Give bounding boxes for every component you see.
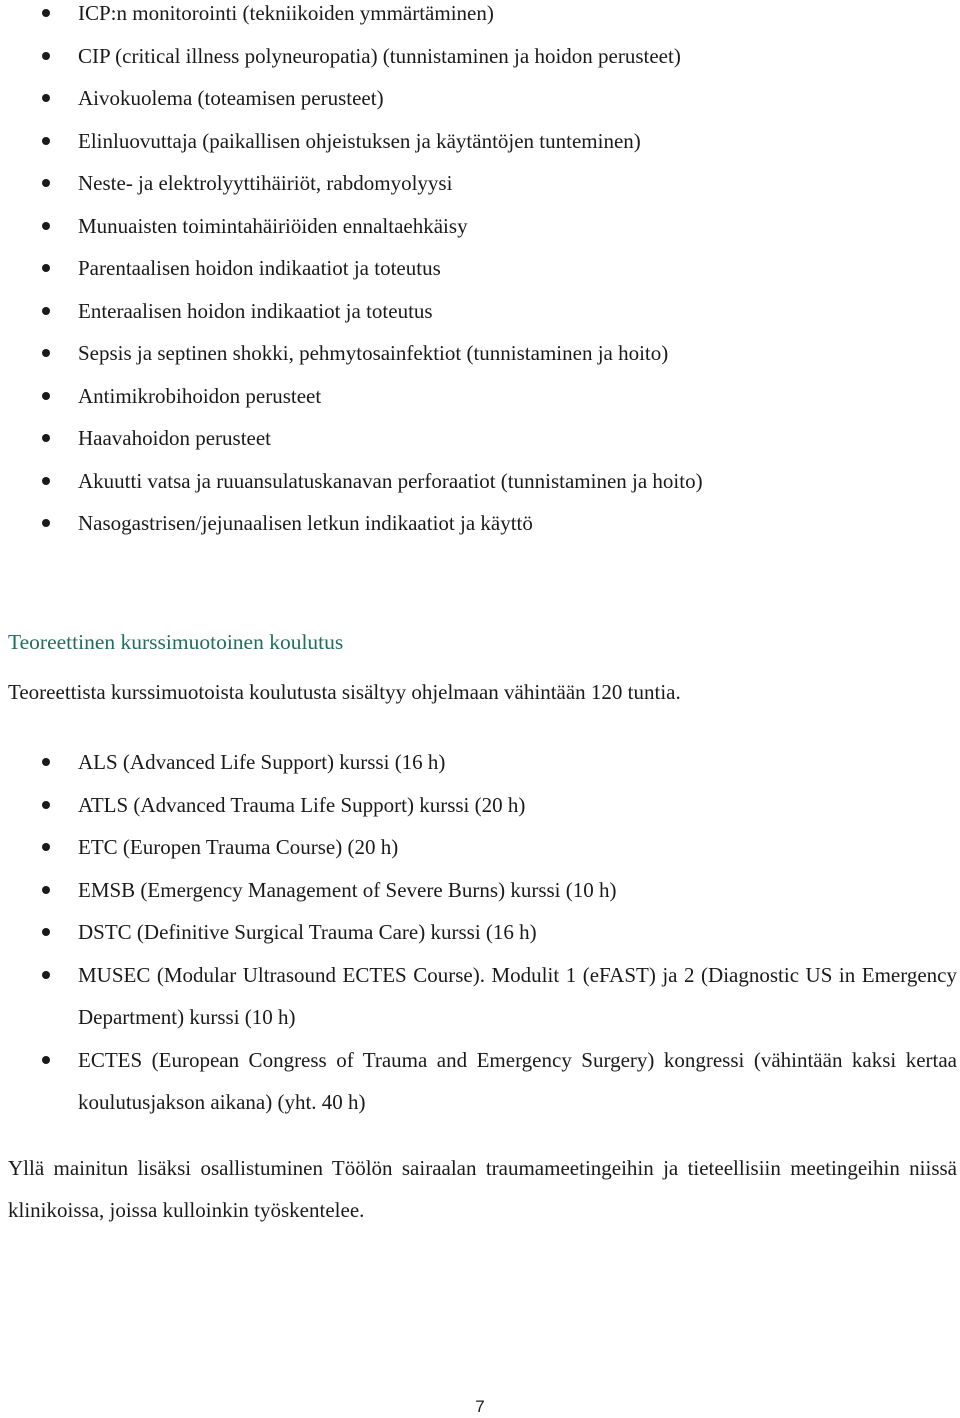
list-item [0, 1039, 960, 1124]
topic-list [0, 0, 960, 545]
list-item [0, 35, 960, 78]
bullet-icon [42, 52, 50, 60]
bullet-icon [42, 222, 50, 230]
section-heading: Teoreettinen kurssimuotoinen koulutus [8, 630, 344, 654]
bullet-icon [42, 349, 50, 357]
list-item-text: Munuaisten toimintahäiriöiden ennaltaehkäisy [78, 213, 468, 238]
bullet-icon [42, 928, 50, 936]
bullet-icon [42, 307, 50, 315]
list-item-text: Sepsis ja septinen shokki, pehmytosainfektiot (tunnistaminen ja hoito) [78, 341, 669, 365]
list-item [0, 247, 960, 290]
list-item-text: Aivokuolema (toteamisen perusteet) [78, 86, 384, 110]
list-item [0, 460, 960, 503]
list-item [0, 741, 960, 784]
bullet-icon [42, 9, 50, 17]
list-item-text: ETC (Europen Trauma Course) (20 h) [78, 835, 399, 859]
list-item-text: ALS (Advanced Life Support) kurssi (16 h) [78, 750, 446, 774]
list-item [0, 120, 960, 163]
list-item [0, 826, 960, 869]
page-number: 7 [475, 1397, 485, 1416]
list-item [0, 417, 960, 460]
list-item-text: EMSB (Emergency Management of Severe Burns) kurssi (10 h) [78, 877, 617, 902]
bullet-icon [42, 801, 50, 809]
list-item [0, 502, 960, 545]
list-item [0, 290, 960, 333]
list-item [0, 162, 960, 205]
course-list [0, 741, 960, 1124]
bullet-icon [42, 758, 50, 766]
bullet-icon [42, 886, 50, 894]
bullet-icon [42, 434, 50, 442]
list-item-text: MUSEC (Modular Ultrasound ECTES Course). Modulit 1 (eFAST) ja 2 (Diagnostic US in Emergency Department) kurssi (10 h) [78, 962, 957, 1029]
bullet-icon [42, 137, 50, 145]
list-item-text: Parentaalisen hoidon indikaatiot ja toteutus [78, 256, 441, 280]
list-item-text: Akuutti vatsa ja ruuansulatuskanavan perforaatiot (tunnistaminen ja hoito) [78, 468, 703, 493]
list-item [0, 332, 960, 375]
list-item-text: DSTC (Definitive Surgical Trauma Care) kurssi (16 h) [78, 920, 537, 944]
bullet-icon [42, 264, 50, 272]
list-item-text: ICP:n monitorointi (tekniikoiden ymmärtäminen) [78, 1, 494, 25]
list-item [0, 205, 960, 248]
bullet-icon [42, 179, 50, 187]
list-item-text: Enteraalisen hoidon indikaatiot ja toteutus [78, 298, 433, 323]
list-item-text: Haavahoidon perusteet [78, 426, 272, 450]
list-item-text: Neste- ja elektrolyyttihäiriöt, rabdomyolyysi [78, 171, 453, 195]
bullet-icon [42, 519, 50, 527]
list-item [0, 784, 960, 827]
list-item [0, 375, 960, 418]
section-intro: Teoreettista kurssimuotoista koulutusta sisältyy ohjelmaan vähintään 120 tuntia. [8, 680, 681, 704]
list-item [0, 911, 960, 954]
list-item [0, 77, 960, 120]
closing-paragraph: Yllä mainitun lisäksi osallistuminen Töölön sairaalan traumameetingeihin ja tieteellisiin meetingeihin niissä klinikoissa, joissa kulloinkin työskentelee. [8, 1156, 957, 1222]
list-item [0, 0, 960, 35]
list-item-text: ECTES (European Congress of Trauma and Emergency Surgery) kongressi (vähintään kaksi kertaa koulutusjakson aikana) (yht. 40 h) [78, 1047, 957, 1114]
bullet-icon [42, 1056, 50, 1064]
list-item-text: Elinluovuttaja (paikallisen ohjeistuksen ja käytäntöjen tunteminen) [78, 128, 641, 153]
list-item [0, 869, 960, 912]
list-item-text: CIP (critical illness polyneuropatia) (tunnistaminen ja hoidon perusteet) [78, 43, 681, 68]
bullet-icon [42, 392, 50, 400]
list-item-text: Antimikrobihoidon perusteet [78, 383, 322, 408]
bullet-icon [42, 477, 50, 485]
bullet-icon [42, 843, 50, 851]
list-item-text: ATLS (Advanced Trauma Life Support) kurssi (20 h) [78, 792, 526, 817]
bullet-icon [42, 971, 50, 979]
list-item [0, 954, 960, 1039]
list-item-text: Nasogastrisen/jejunaalisen letkun indikaatiot ja käyttö [78, 511, 533, 535]
bullet-icon [42, 94, 50, 102]
